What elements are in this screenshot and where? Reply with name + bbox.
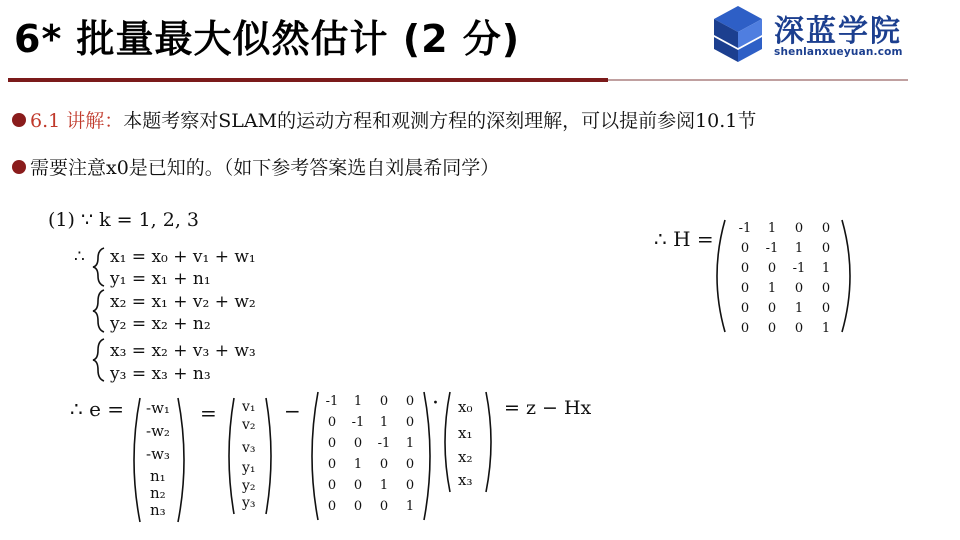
- matrix-cell: 1: [821, 321, 831, 336]
- equation-group-3: [93, 339, 256, 384]
- matrix-cell: 0: [353, 499, 363, 514]
- bullet-1-text: 本题考察对SLAM的运动方程和观测方程的深刻理解，可以提前参阅10.1节: [123, 110, 757, 132]
- matrix-cell: 1: [794, 241, 804, 256]
- matrix-cell: 0: [327, 478, 337, 493]
- e-entry: -w₁: [146, 399, 170, 417]
- matrix-cell: -1: [325, 394, 339, 409]
- matrix-cell: 1: [379, 415, 389, 430]
- paren-left: [717, 220, 725, 332]
- logo-name: 深蓝学院: [774, 14, 902, 49]
- h-label: ∴ H =: [654, 227, 714, 251]
- paren-right: [266, 398, 271, 514]
- paren-left: [445, 392, 450, 492]
- bullet-2-text: 需要注意x0是已知的。（如下参考答案选自刘晨希同学）: [30, 157, 500, 179]
- matrix-cell: 0: [327, 499, 337, 514]
- e-vector: [134, 398, 184, 522]
- v-vector: [229, 398, 271, 514]
- matrix-cell: 1: [353, 457, 363, 472]
- matrix-cell: 0: [821, 221, 831, 236]
- matrix-cell: 0: [327, 457, 337, 472]
- x-entry: x₃: [458, 471, 473, 489]
- matrix-cell: 0: [740, 321, 750, 336]
- equals-sign: =: [200, 401, 217, 425]
- matrix-cell: 0: [379, 499, 389, 514]
- matrix-cell: 0: [767, 261, 777, 276]
- matrix-cell: 0: [379, 457, 389, 472]
- matrix-cell: 1: [353, 394, 363, 409]
- matrix-cell: -1: [351, 415, 365, 430]
- matrix-cell: 0: [767, 321, 777, 336]
- matrix-cell: 1: [767, 221, 777, 236]
- matrix-cell: 0: [794, 281, 804, 296]
- paren-right: [486, 392, 491, 492]
- v-entry: y₃: [242, 495, 256, 511]
- e-label: ∴ e =: [70, 397, 125, 421]
- equation-x1: x₁ = x₀ + v₁ + w₁: [110, 247, 256, 267]
- matrix-cell: 1: [379, 478, 389, 493]
- paren-left: [134, 398, 140, 522]
- paren-right: [178, 398, 184, 522]
- therefore-symbol: ∴: [74, 247, 85, 267]
- matrix-cell: 0: [353, 436, 363, 451]
- h-matrix: [717, 220, 850, 336]
- premise-line: (1) ∵ k = 1, 2, 3: [48, 209, 200, 231]
- equation-x2: x₂ = x₁ + v₂ + w₂: [110, 292, 256, 312]
- matrix-cell: -1: [792, 261, 806, 276]
- minus-sign: −: [284, 399, 301, 423]
- matrix-cell: 0: [821, 241, 831, 256]
- v-entry: v₃: [242, 440, 256, 456]
- matrix-cell: -1: [765, 241, 779, 256]
- page-title: 6* 批量最大似然估计 (2 分): [14, 17, 521, 61]
- matrix-cell: -1: [377, 436, 391, 451]
- v-entry: y₁: [242, 460, 256, 476]
- bullet-1-prefix: 6.1 讲解：: [30, 110, 124, 132]
- matrix-cell: 0: [740, 261, 750, 276]
- matrix-cell: 1: [405, 499, 415, 514]
- matrix-cell: 0: [405, 478, 415, 493]
- e-entry: n₁: [150, 467, 166, 485]
- matrix-cell: 1: [794, 301, 804, 316]
- paren-right: [424, 392, 430, 520]
- equation-group-2: [93, 290, 256, 334]
- equation-x3: x₃ = x₂ + v₃ + w₃: [110, 341, 256, 361]
- x-entry: x₂: [458, 448, 473, 466]
- equation-group-1: [93, 247, 256, 289]
- matrix-cell: 0: [405, 457, 415, 472]
- brace: [93, 290, 104, 332]
- e-entry: n₂: [150, 484, 166, 502]
- h-matrix-in-e: [312, 392, 430, 520]
- matrix-cell: 0: [405, 415, 415, 430]
- paren-left: [312, 392, 318, 520]
- matrix-cell: 0: [821, 301, 831, 316]
- e-entry: -w₂: [146, 422, 170, 440]
- matrix-cell: 0: [379, 394, 389, 409]
- v-entry: y₂: [242, 478, 256, 494]
- logo-url: shenlanxueyuan.com: [774, 46, 903, 58]
- v-entry: v₂: [242, 417, 256, 433]
- matrix-cell: 0: [740, 241, 750, 256]
- x-vector: [445, 392, 491, 492]
- matrix-cell: 0: [740, 301, 750, 316]
- equation-y3: y₃ = x₃ + n₃: [110, 364, 211, 384]
- matrix-cell: 0: [794, 321, 804, 336]
- x-entry: x₁: [458, 424, 473, 442]
- paren-left: [229, 398, 234, 514]
- result-expression: = z − Hx: [504, 397, 592, 419]
- matrix-cell: 0: [327, 415, 337, 430]
- dot-operator: ·: [432, 391, 439, 416]
- e-entry: n₃: [150, 501, 166, 519]
- e-entry: -w₃: [146, 445, 170, 463]
- matrix-cell: 0: [794, 221, 804, 236]
- matrix-cell: 1: [767, 281, 777, 296]
- equation-y2: y₂ = x₂ + n₂: [110, 314, 211, 334]
- matrix-cell: 0: [767, 301, 777, 316]
- paren-right: [842, 220, 850, 332]
- matrix-cell: -1: [738, 221, 752, 236]
- brace: [93, 248, 104, 286]
- matrix-cell: 0: [821, 281, 831, 296]
- matrix-cell: 1: [405, 436, 415, 451]
- x-entry: x₀: [458, 398, 473, 416]
- matrix-cell: 0: [353, 478, 363, 493]
- brace: [93, 339, 104, 381]
- v-entry: v₁: [242, 399, 256, 415]
- matrix-cell: 0: [405, 394, 415, 409]
- equation-y1: y₁ = x₁ + n₁: [110, 269, 211, 289]
- matrix-cell: 1: [821, 261, 831, 276]
- matrix-cell: 0: [327, 436, 337, 451]
- matrix-cell: 0: [740, 281, 750, 296]
